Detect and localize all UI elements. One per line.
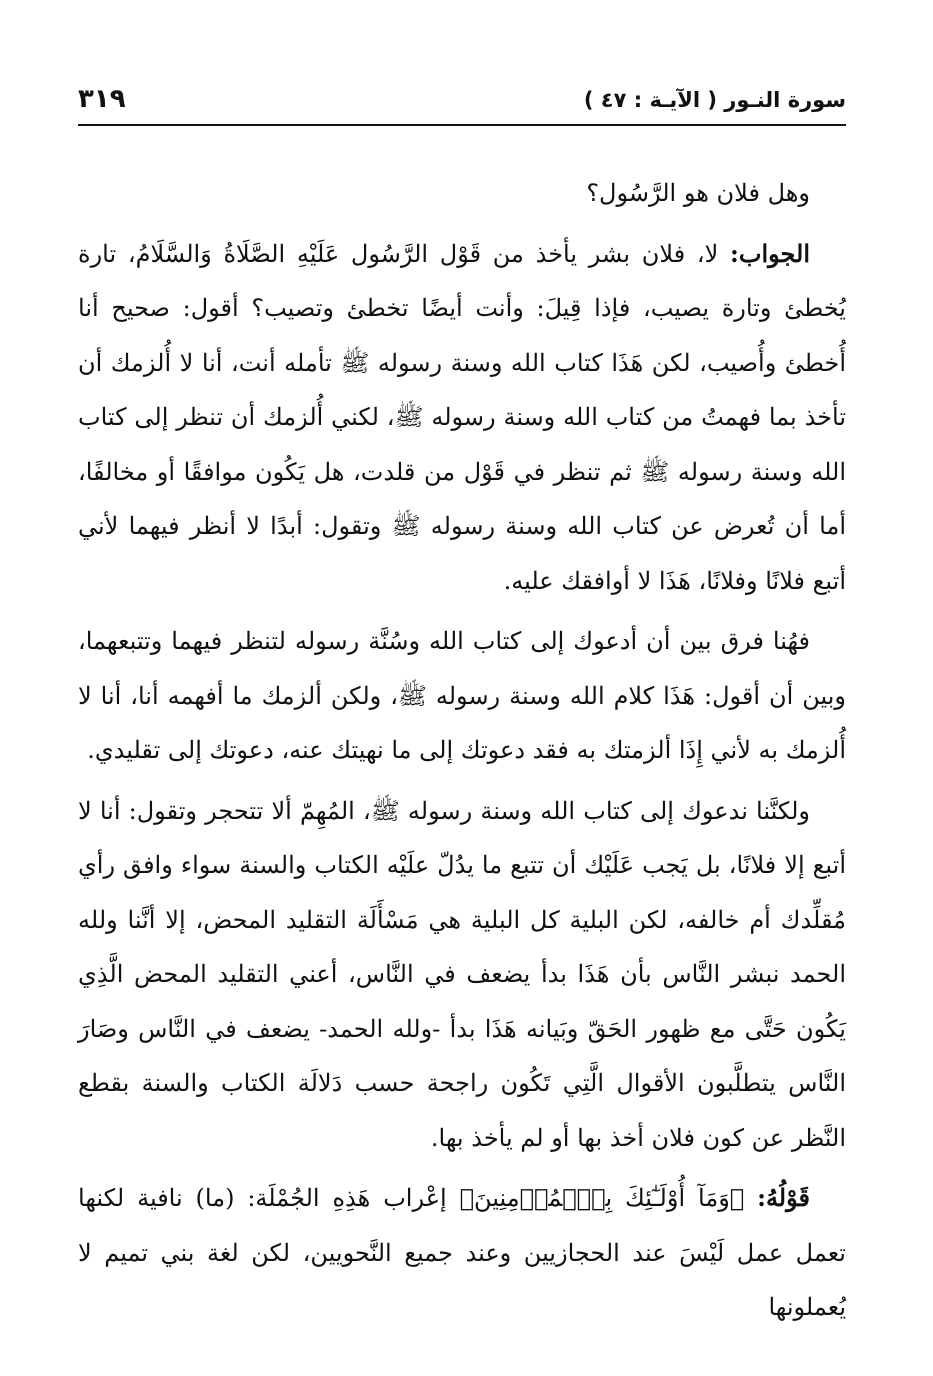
paragraph-lead: قَوْلُهُ:	[757, 1183, 810, 1212]
page-header	[78, 80, 846, 128]
paragraph-text: لا، فلان بشر يأخذ من قَوْل الرَّسُول عَلَيْهِ الصَّلَاةُ وَالسَّلَامُ، تارة يُخطئ وتارة يصيب، فإذا قِيلَ: وأنت أيضًا تخطئ وتصيب؟ أقول: صحيح أنا أُخطئ وأُصيب، لكن هَذَا كتاب الله وسنة رسوله ﷺ تأمله أنت، أنا لا أُلزمك أن تأخذ بما فهمتُ من كتاب الله وسنة رسوله ﷺ، لكني أُلزمك أن تنظر إلى كتاب الله وسنة رسوله ﷺ ثم تنظر في قَوْل من قلدت، هل يَكُون موافقًا أو مخالفًا، أما أن تُعرض عن كتاب الله وسنة رسوله ﷺ وتقول: أبدًا لا أنظر فيهما لأني أتبع فلانًا وفلانًا، هَذَا لا أوافقك عليه.	[78, 239, 846, 595]
body-text	[78, 166, 846, 1341]
paragraph-difference	[78, 614, 846, 778]
paragraph-question	[78, 166, 846, 221]
paragraph-text: ولكنَّنا ندعوك إلى كتاب الله وسنة رسوله ﷺ، المُهِمّ ألا تتحجر وتقول: أنا لا أتبع إلا فلانًا، بل يَجب عَلَيْك أن تتبع ما يدُلّ علَيْه الكتاب والسنة سواء وافق رأي مُقلِّدك أم خالفه، لكن البلية كل البلية هي مَسْأَلَة التقليد المحض، إلا أنَّنا ولله الحمد نبشر النَّاس بأن هَذَا بدأ يضعف في النَّاس، أعني التقليد المحض الَّذِي يَكُون حَتَّى مع ظهور الحَقّ وبَيانه هَذَا بدأ -ولله الحمد- يضعف في النَّاس وصَارَ النَّاس يتطلَّبون الأقوال الَّتِي تَكُون راجحة حسب دَلالَة الكتاب والسنة بقطع النَّظر عن كون فلان أخذ بها أو لم يأخذ بها.	[78, 796, 846, 1152]
paragraph-lead: الجواب:	[730, 238, 810, 268]
paragraph-answer	[78, 227, 846, 609]
running-header-title: سورة النـور ( الآيـة : ٤٧ )	[583, 88, 846, 112]
paragraph-text: فهُنا فرق بين أن أدعوك إلى كتاب الله وسُنَّة رسوله لتنظر فيهما وتتبعهما، وبين أن أقول: هَذَا كلام الله وسنة رسوله ﷺ، ولكن ألزمك ما أفهمه أنا، أنا لا أُلزمك به لأني إِذَا ألزمتك به فقد دعوتك إلى ما نهيتك عنه، دعوتك إلى تقليدي.	[78, 627, 846, 764]
paragraph-text: ﴿وَمَآ أُوْلَـٰٓئِكَ بِٱلۡمُؤۡمِنِينَ﴾ إعْراب هَذِهِ الجُمْلَة: (ما) نافية لكنها تعمل عمل لَيْسَ عند الحجازيين وعند جميع النَّحويين، لكن لغة بني تميم لا يُعملونها	[78, 1184, 846, 1321]
paragraph-invitation	[78, 784, 846, 1166]
page-number: ٣١٩	[78, 84, 126, 114]
paragraph-text: وهل فلان هو الرَّسُول؟	[586, 179, 810, 207]
header-rule	[78, 124, 846, 126]
paragraph-grammar	[78, 1171, 846, 1335]
